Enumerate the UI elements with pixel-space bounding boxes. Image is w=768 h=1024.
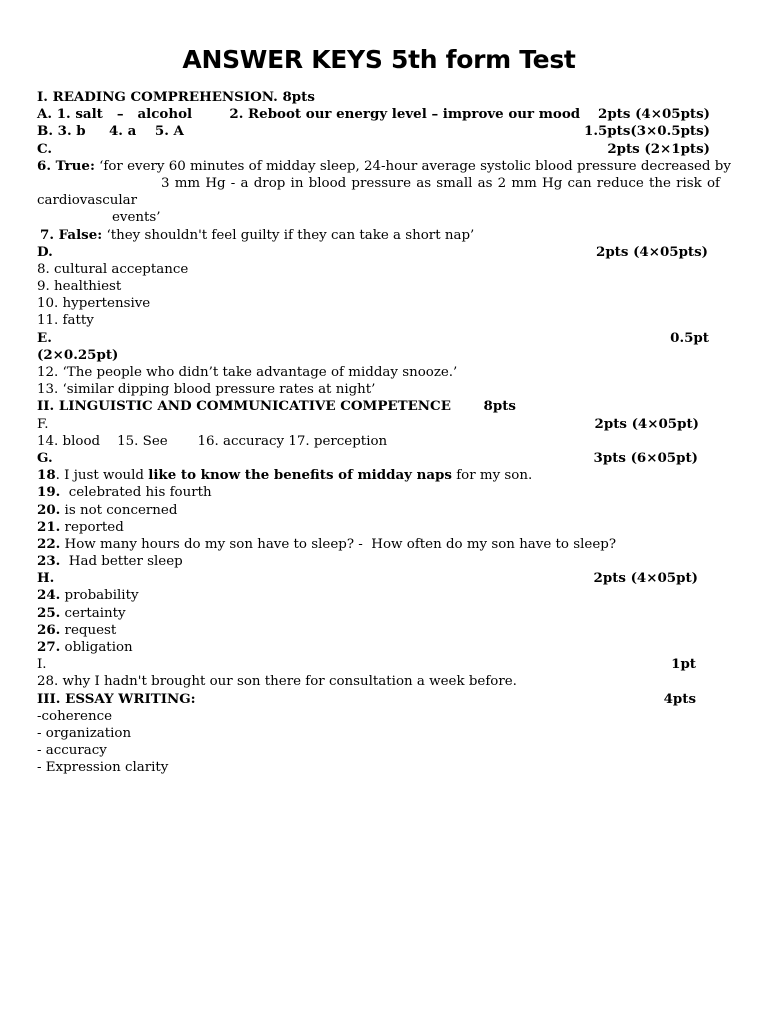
answer-10: 10. hypertensive: [37, 296, 151, 312]
answer-12: 12. ‘The people who didn’t take advantage of midday snooze.’: [37, 365, 458, 380]
part-a-points: 2pts (4×05pts): [598, 106, 710, 123]
q6-line-1: [37, 157, 731, 175]
criterion-organization: - organization: [37, 725, 132, 741]
answer-18-post: for my son.: [451, 468, 533, 484]
section-1-heading: I. READING COMPREHENSION. 8pts: [37, 89, 315, 105]
answer-9: 9. healthiest: [37, 279, 122, 295]
criterion-expression-clarity: - Expression clarity: [37, 760, 169, 776]
answer-18-bold: like to know the benefits of midday naps: [148, 467, 452, 484]
part-c-label: C.: [37, 140, 53, 157]
answer-18-num: 18: [37, 467, 56, 484]
part-a-row: [37, 106, 720, 123]
answer-20-text: is not concerned: [60, 502, 178, 518]
part-e-row: [37, 330, 720, 347]
answer-26: [37, 622, 720, 639]
answer-20-num: 20.: [37, 501, 61, 518]
section-3-points: 4pts: [663, 690, 696, 707]
answer-13: 13. ‘similar dipping blood pressure rates at night’: [37, 382, 376, 398]
part-f-answers: 14. blood 15. See 16. accuracy 17. perception: [37, 433, 388, 449]
part-f-points: 2pts (4×05pt): [594, 415, 699, 432]
section-3-heading: III. ESSAY WRITING:: [37, 690, 196, 707]
part-b-row: [37, 123, 720, 140]
answer-18-pre: . I just would: [55, 468, 149, 484]
q7-label: 7. False:: [40, 226, 103, 243]
answer-22-num: 22.: [37, 535, 61, 552]
q7-line: [37, 227, 720, 244]
q6-label: 6. True:: [37, 157, 95, 174]
answer-27: [37, 639, 720, 656]
answer-22: [37, 536, 720, 553]
answer-key-body: [37, 89, 731, 777]
part-i-label: I.: [37, 657, 47, 673]
answer-24-text: probability: [60, 588, 139, 604]
part-d-row: [37, 244, 720, 261]
part-f-label: F.: [37, 416, 49, 432]
answer-19-num: 19.: [37, 484, 61, 501]
answer-27-text: obligation: [60, 640, 133, 655]
answer-25: [37, 605, 720, 622]
part-a-answers: A. 1. salt – alcohol 2. Reboot our energy level – improve our mood: [37, 106, 581, 123]
part-e-points: 0.5pt: [670, 329, 709, 346]
part-c-points: 2pts (2×1pts): [607, 140, 710, 157]
q6-text-3: cardiovascular: [37, 193, 138, 209]
answer-19: [37, 484, 720, 501]
part-e-label: E.: [37, 329, 52, 346]
answer-23-text: Had better sleep: [60, 554, 183, 570]
answer-26-text: request: [60, 622, 117, 638]
answer-28: 28. why I hadn't brought our son there for consultation a week before.: [37, 674, 517, 690]
part-b-points: 1.5pts(3×0.5pts): [584, 123, 710, 140]
answer-25-text: certainty: [60, 605, 126, 621]
part-g-label: G.: [37, 449, 53, 466]
answer-21-num: 21.: [37, 518, 61, 535]
q7-text: ‘they shouldn't feel guilty if they can take a short nap’: [102, 227, 475, 243]
q6-text-1: ‘for every 60 minutes of midday sleep, 24-hour average systolic blood pressure decreased by: [94, 158, 731, 174]
section-2-heading: II. LINGUISTIC AND COMMUNICATIVE COMPETENCE 8pts: [37, 398, 516, 415]
answer-22-text: How many hours do my son have to sleep? - How often do my son have to sleep?: [60, 536, 616, 552]
part-h-row: [37, 570, 720, 587]
answer-25-num: 25.: [37, 604, 61, 621]
q6-text-4: events’: [112, 210, 161, 226]
answer-23: [37, 553, 720, 570]
part-d-label: D.: [37, 243, 53, 260]
answer-8: 8. cultural acceptance: [37, 261, 189, 277]
answer-20: [37, 502, 720, 519]
answer-21-text: reported: [60, 519, 124, 535]
answer-11: 11. fatty: [37, 313, 94, 329]
answer-24: [37, 587, 720, 604]
part-h-points: 2pts (4×05pt): [593, 570, 698, 587]
part-g-row: [37, 450, 720, 467]
answer-19-text: celebrated his fourth: [60, 485, 212, 501]
answer-24-num: 24.: [37, 587, 61, 604]
answer-18: [37, 467, 720, 484]
part-i-points: 1pt: [671, 656, 696, 673]
part-d-points: 2pts (4×05pts): [596, 243, 708, 260]
part-h-label: H.: [37, 570, 55, 587]
answer-27-num: 27.: [37, 639, 61, 655]
answer-21: [37, 519, 720, 536]
answer-23-num: 23.: [37, 553, 61, 570]
part-b-answers: B. 3. b 4. a 5. A: [37, 123, 184, 140]
part-g-points: 3pts (6×05pt): [593, 449, 698, 466]
page-title: ANSWER KEYS 5th form Test: [182, 45, 576, 74]
part-c-row: [37, 141, 720, 158]
part-f-row: [37, 416, 720, 433]
criterion-accuracy: - accuracy: [37, 743, 107, 759]
part-e-points-detail: (2×0.25pt): [37, 346, 119, 363]
part-i-row: [37, 656, 720, 673]
section-3-row: [37, 691, 720, 708]
answer-26-num: 26.: [37, 621, 61, 638]
q6-text-2: 3 mm Hg - a drop in blood pressure as small as 2 mm Hg can reduce the risk of: [161, 175, 720, 191]
criterion-coherence: -coherence: [37, 708, 113, 724]
